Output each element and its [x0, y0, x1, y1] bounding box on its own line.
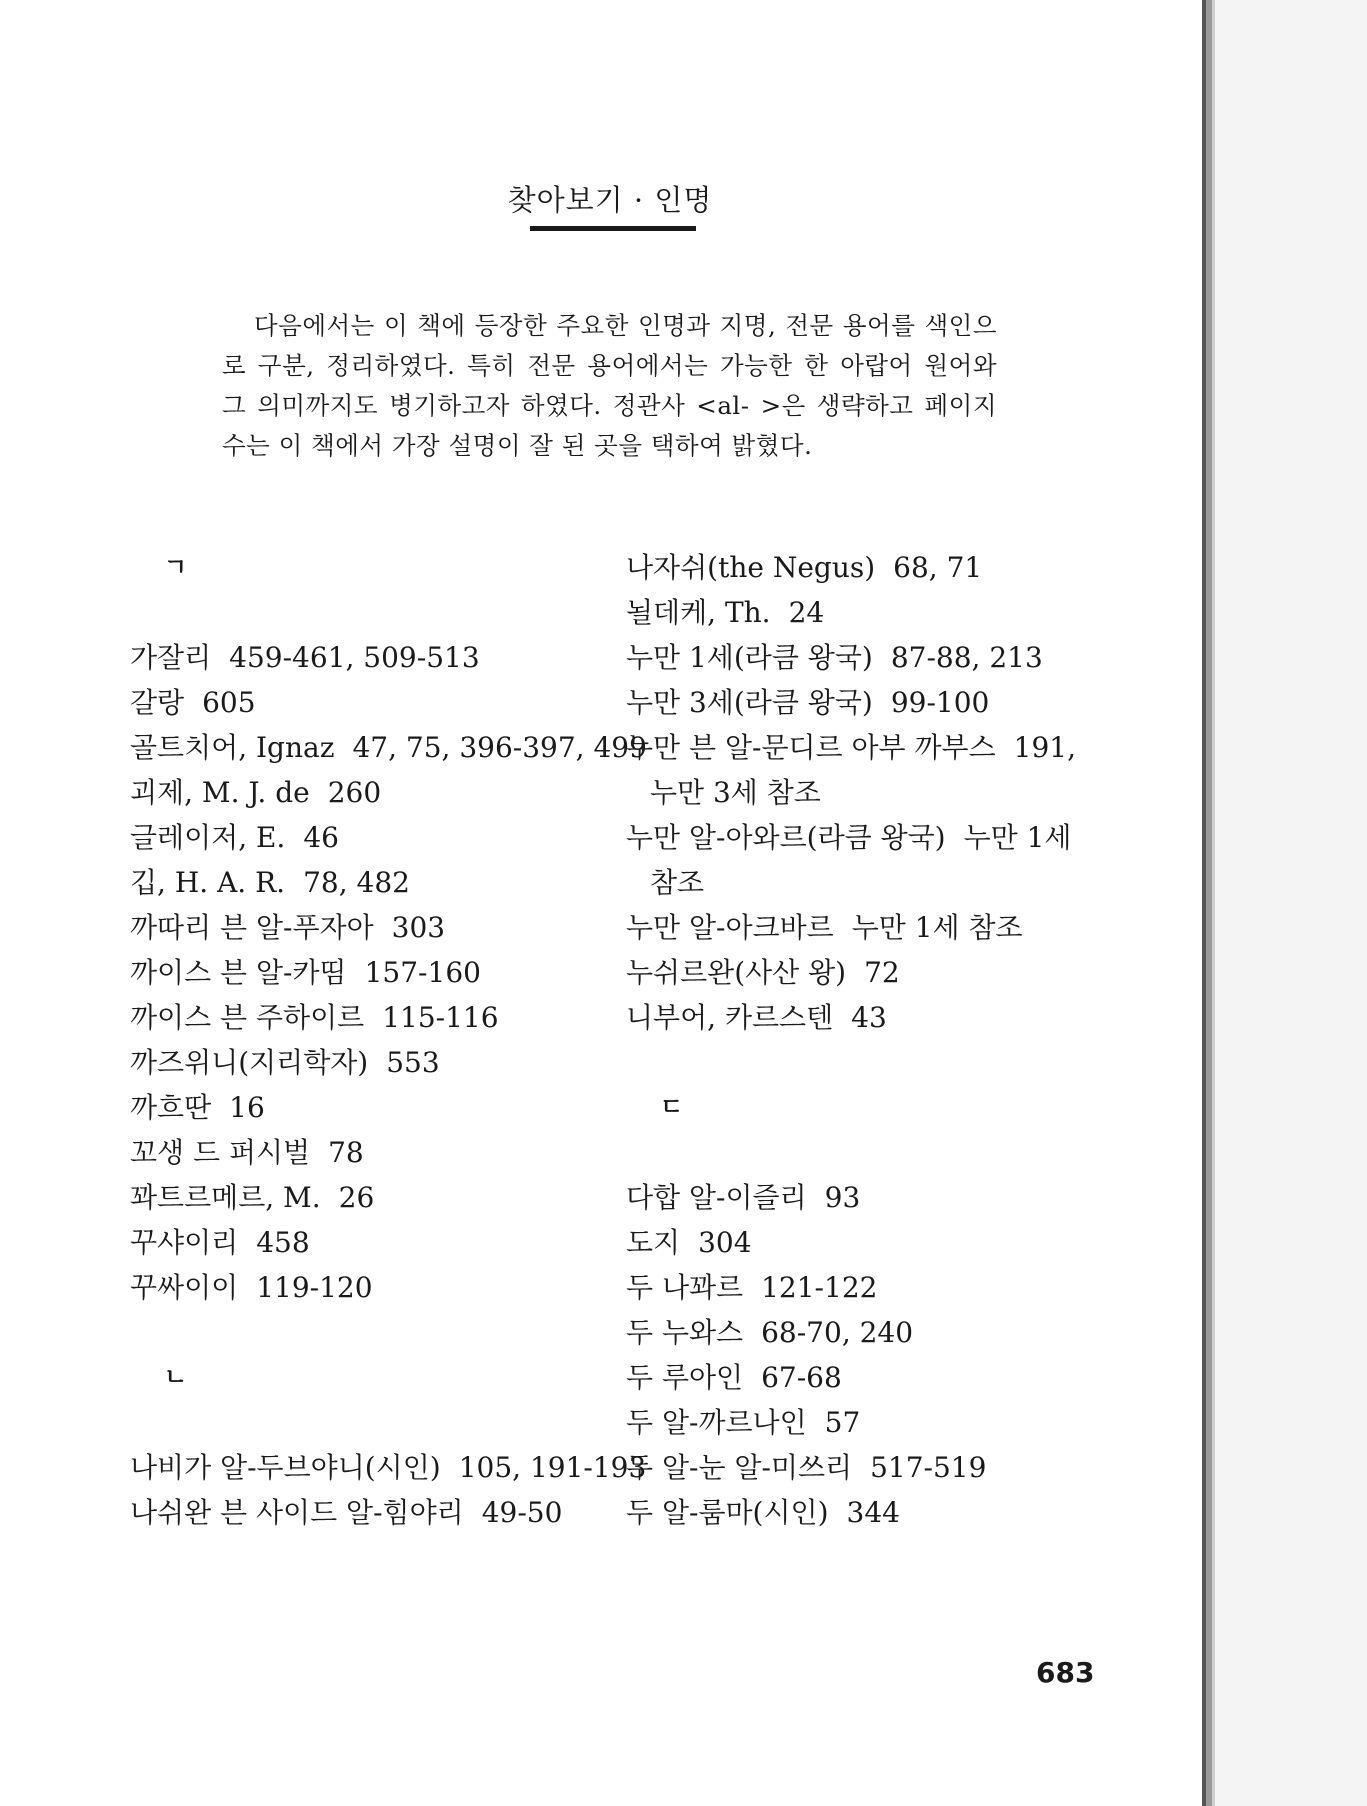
entry-pages: 459-461, 509-513 [229, 641, 480, 674]
entry-pages: 605 [202, 686, 256, 719]
entry-name: 누만 3세(라큼 왕국) [626, 686, 873, 719]
entry-name: 꾸싸이이 [130, 1271, 239, 1304]
entry-name: 꾸샤이리 [130, 1226, 239, 1259]
entry-pages: 87-88, 213 [890, 641, 1043, 674]
entry-pages: 105, 191-193 [458, 1451, 647, 1484]
entry-name: 두 루아인 [626, 1361, 744, 1394]
index-entry [626, 1265, 1086, 1310]
entry-pages: 303 [391, 911, 446, 944]
entry-name: 누만 븐 알-문디르 아부 까부스 [626, 731, 996, 764]
index-entry [626, 1220, 1086, 1265]
entry-name: 깁, H. A. R. [130, 866, 286, 899]
index-entry [626, 995, 1086, 1040]
entry-cross-reference: 누만 3세 참조 [650, 776, 821, 809]
index-entry [626, 545, 1086, 590]
entry-pages: 157-160 [364, 956, 481, 989]
entry-name: 두 누와스 [626, 1316, 744, 1349]
entry-pages: 78 [328, 1136, 364, 1169]
entry-pages: 68-70, 240 [761, 1316, 914, 1349]
entry-pages: 57 [824, 1406, 861, 1439]
entries-g [130, 635, 647, 1310]
index-entry [626, 680, 1086, 725]
entry-name: 괴제, M. J. de [130, 776, 310, 809]
entry-pages: 49-50 [481, 1496, 563, 1529]
index-entry [130, 725, 647, 770]
entry-name: 다합 알-이즐리 [626, 1181, 807, 1214]
entry-name: 까따리 븐 알-푸자아 [130, 911, 374, 944]
entry-pages: 78, 482 [303, 866, 410, 899]
index-entry [130, 905, 600, 950]
index-entry [130, 995, 600, 1040]
entry-name: 두 알-까르나인 [626, 1406, 807, 1439]
index-entry [130, 1490, 600, 1535]
entry-pages: 517-519 [870, 1451, 987, 1484]
entry-name: 누만 알-아와르(라큼 왕국) [626, 821, 946, 854]
index-entry [130, 950, 600, 995]
entry-pages: 191, [1013, 731, 1076, 764]
entry-cross-reference-suffix: 참조 [650, 866, 705, 899]
index-entry [626, 1400, 1086, 1445]
entry-name: 글레이저, E. [130, 821, 286, 854]
section-heading-g: ㄱ [164, 553, 188, 581]
entry-pages: 344 [846, 1496, 900, 1529]
index-entry [130, 1085, 600, 1130]
entry-name: 나자쉬(the Negus) [626, 551, 876, 584]
index-entry [626, 815, 1086, 905]
index-entry [626, 1445, 1086, 1490]
entry-name: 까흐딴 [130, 1091, 212, 1124]
index-entry [626, 725, 1086, 815]
entry-name: 나쉬완 븐 사이드 알-힘야리 [130, 1496, 464, 1529]
entry-pages: 304 [698, 1226, 752, 1259]
index-column-left [130, 545, 647, 1535]
index-entry [626, 1175, 1086, 1220]
entry-name: 두 알-눈 알-미쓰리 [626, 1451, 853, 1484]
entry-name: 두 나꽈르 [626, 1271, 744, 1304]
entry-name: 니부어, 카르스텐 [626, 1001, 834, 1034]
index-entry [626, 1490, 1086, 1535]
entry-name: 누쉬르완(사산 왕) [626, 956, 847, 989]
index-entry [130, 635, 600, 680]
index-column-right [626, 545, 1086, 1535]
entry-pages: 46 [303, 821, 339, 854]
entry-pages: 93 [824, 1181, 861, 1214]
index-entry [626, 905, 1086, 950]
entry-pages: 121-122 [761, 1271, 878, 1304]
page-title: 찾아보기 · 인명 [507, 183, 713, 217]
entry-pages: 119-120 [256, 1271, 373, 1304]
index-entry [626, 1310, 1086, 1355]
index-entry [130, 860, 600, 905]
entry-pages: 16 [229, 1091, 265, 1124]
entry-pages: 553 [386, 1046, 440, 1079]
entry-name: 누만 알-아크바르 [626, 911, 834, 944]
index-entry [130, 1130, 600, 1175]
entry-pages: 68, 71 [893, 551, 983, 584]
index-entry [130, 815, 600, 860]
index-entry [130, 680, 600, 725]
entry-pages: 260 [327, 776, 382, 809]
index-entry [130, 1445, 647, 1490]
index-entry [626, 635, 1086, 680]
entry-name: 갈랑 [130, 686, 185, 719]
entry-name: 꼬생 드 퍼시벌 [130, 1136, 311, 1169]
index-entry [626, 950, 1086, 995]
entry-pages: 115-116 [382, 1001, 499, 1034]
entry-name: 까즈위니(지리학자) [130, 1046, 369, 1079]
entry-name: 골트치어, Ignaz [130, 731, 335, 764]
entry-pages: 99-100 [890, 686, 990, 719]
entry-pages: 47, 75, 396-397, 499 [352, 731, 647, 764]
index-entry [130, 770, 600, 815]
section-heading-n: ㄴ [164, 1363, 188, 1391]
entry-pages: 26 [338, 1181, 375, 1214]
page-number: 683 [1036, 1656, 1095, 1689]
entry-pages: 누만 1세 참조 [851, 911, 1023, 944]
entry-pages: 72 [864, 956, 900, 989]
index-entry [130, 1175, 600, 1220]
title-underline [530, 226, 696, 231]
index-entry [626, 590, 1086, 635]
entry-name: 도지 [626, 1226, 681, 1259]
entry-name: 가잘리 [130, 641, 212, 674]
entry-name: 꽈트르메르, M. [130, 1181, 321, 1214]
entry-name: 누만 1세(라큼 왕국) [626, 641, 873, 674]
intro-paragraph: 다음에서는 이 책에 등장한 주요한 인명과 지명, 전문 용어를 색인으로 구분, 정리하였다. 특히 전문 용어에서는 가능한 한 아랍어 원어와 그 의미까지도 병기하고자 하였다. 정관사 <al- >은 생략하고 페이지 수는 이 책에서 가장 설명이 잘 된 곳을 택하여 밝혔다. [222, 311, 997, 460]
entry-name: 뇔데케, Th. [626, 596, 771, 629]
entry-name: 나비가 알-두브야니(시인) [130, 1451, 441, 1484]
entry-pages: 458 [256, 1226, 310, 1259]
index-entry [130, 1265, 600, 1310]
index-entry [626, 1355, 1086, 1400]
entry-pages: 67-68 [761, 1361, 842, 1394]
entry-pages: 24 [788, 596, 825, 629]
entry-name: 까이스 븐 알-카띰 [130, 956, 347, 989]
section-heading-d: ㄷ [660, 1093, 684, 1121]
index-entry [130, 1220, 600, 1265]
entry-name: 까이스 븐 주하이르 [130, 1001, 365, 1034]
entry-cross-reference: 누만 1세 [963, 821, 1072, 854]
entry-name: 두 알-룸마(시인) [626, 1496, 829, 1529]
index-entry [130, 1040, 600, 1085]
entry-pages: 43 [851, 1001, 887, 1034]
